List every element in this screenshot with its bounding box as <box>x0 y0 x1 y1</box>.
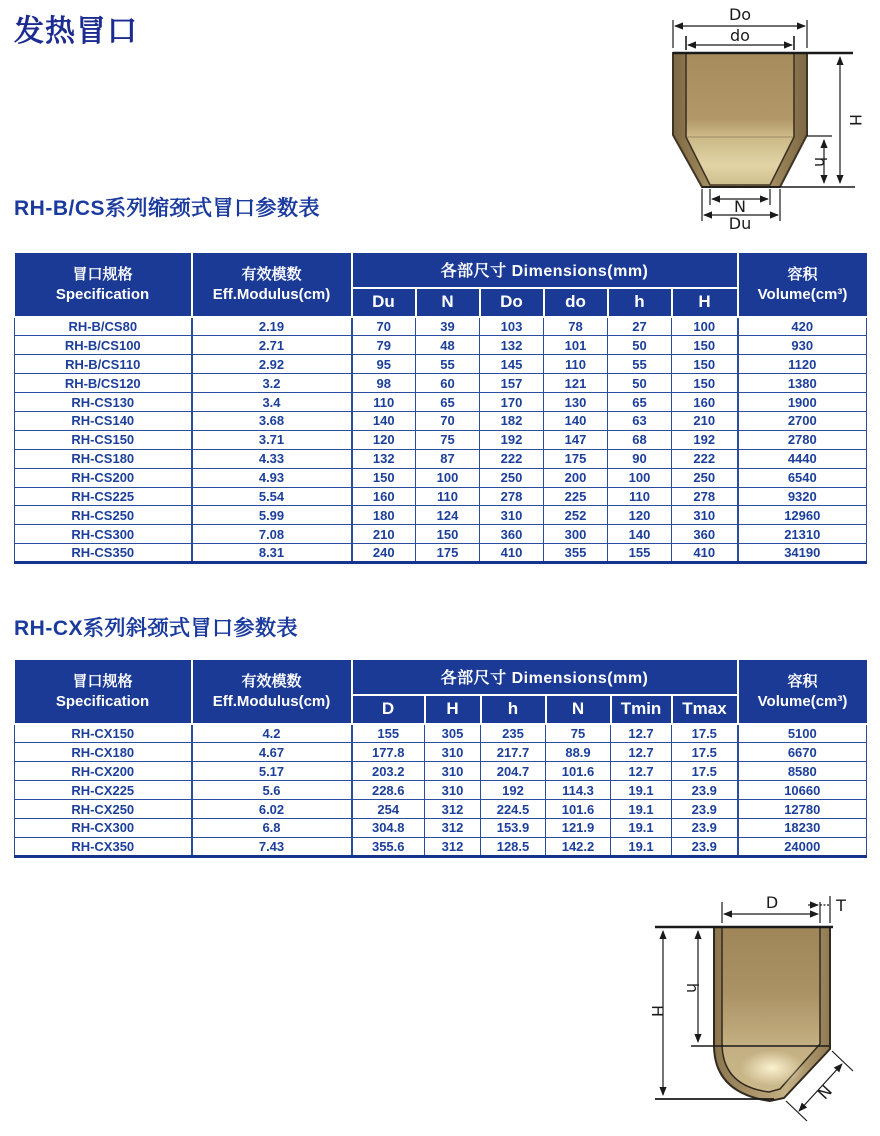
table-cell: 157 <box>480 374 544 393</box>
table-cell: 2700 <box>738 411 867 430</box>
table-cell: 2.71 <box>192 336 352 355</box>
table-cell: 250 <box>480 468 544 487</box>
col-volume-zh: 容积 <box>787 266 818 283</box>
riser-diagram-oblique-neck <box>622 880 876 1136</box>
table-cell: 203.2 <box>352 762 425 781</box>
col-dimensions-group: 各部尺寸 Dimensions(mm) <box>352 253 738 288</box>
table-cell: 110 <box>544 355 608 374</box>
col-dim-h: h <box>481 695 546 724</box>
table-row <box>15 800 867 819</box>
dim-label-N: N <box>734 197 746 216</box>
table-cell: 101.6 <box>546 800 611 819</box>
col-specification-en: Specification <box>55 285 150 303</box>
col-modulus-zh: 有效模数 <box>241 266 302 283</box>
table-cell: 300 <box>544 525 608 544</box>
table-cell: 2.92 <box>192 355 352 374</box>
table-cell: 420 <box>738 317 867 336</box>
table-cell: 3.4 <box>192 393 352 412</box>
table-cell: 210 <box>672 411 738 430</box>
dim-label-Du: Du <box>728 214 752 232</box>
table-cell: 100 <box>608 468 672 487</box>
table-cell: 6.8 <box>192 818 352 837</box>
table-row <box>15 430 867 449</box>
table-cell: 65 <box>608 393 672 412</box>
table-cell: 98 <box>352 374 416 393</box>
table-cell: 23.9 <box>672 781 738 800</box>
page-title: 发热冒口 <box>14 15 138 48</box>
table-cell: RH-CS250 <box>15 506 192 525</box>
table-row <box>15 525 867 544</box>
table-cell: 160 <box>672 393 738 412</box>
table-cell: 63 <box>608 411 672 430</box>
table-row <box>15 393 867 412</box>
table-cell: 140 <box>544 411 608 430</box>
table-cell: 34190 <box>738 544 867 563</box>
table-row <box>15 487 867 506</box>
table-cell: RH-B/CS80 <box>15 317 192 336</box>
table-cell: RH-B/CS110 <box>15 355 192 374</box>
table-cell: 121 <box>544 374 608 393</box>
table-cell: 310 <box>480 506 544 525</box>
table-cell: 8.31 <box>192 544 352 563</box>
col-specification <box>15 660 192 724</box>
col-specification-zh: 冒口规格 <box>72 673 133 690</box>
table-cell: 217.7 <box>481 743 546 762</box>
table-cell: 120 <box>608 506 672 525</box>
table-cell: 120 <box>352 430 416 449</box>
table-cell: 155 <box>352 724 425 743</box>
table-cell: 360 <box>672 525 738 544</box>
col-modulus-en: Eff.Modulus(cm) <box>212 285 331 303</box>
table-cell: 304.8 <box>352 818 425 837</box>
table-cell: 24000 <box>738 837 867 856</box>
table-cell: RH-B/CS120 <box>15 374 192 393</box>
table-cell: 4.2 <box>192 724 352 743</box>
table-cell: 5100 <box>738 724 867 743</box>
cx-series-table-body <box>15 724 867 856</box>
table-cell: 114.3 <box>546 781 611 800</box>
table-cell: 160 <box>352 487 416 506</box>
table-cell: 50 <box>608 336 672 355</box>
table-cell: 4440 <box>738 449 867 468</box>
table-cell: 192 <box>672 430 738 449</box>
col-modulus-en: Eff.Modulus(cm) <box>212 692 331 710</box>
table-cell: 101 <box>544 336 608 355</box>
dim-label-Do: Do <box>728 5 752 24</box>
table-cell: 12.7 <box>611 724 672 743</box>
table-cell: 150 <box>416 525 480 544</box>
table-cell: 65 <box>416 393 480 412</box>
col-dim-N: N <box>546 695 611 724</box>
table-cell: 55 <box>416 355 480 374</box>
table-row <box>15 837 867 856</box>
table-cell: 90 <box>608 449 672 468</box>
cs-series-table <box>14 253 867 564</box>
table-cell: 224.5 <box>481 800 546 819</box>
table-cell: 150 <box>672 355 738 374</box>
table-cell: 1120 <box>738 355 867 374</box>
table-cell: 130 <box>544 393 608 412</box>
table-cell: 68 <box>608 430 672 449</box>
table-cell: 155 <box>608 544 672 563</box>
table-cell: RH-CS180 <box>15 449 192 468</box>
table-cell: RH-CX250 <box>15 800 192 819</box>
table-cell: 210 <box>352 525 416 544</box>
table-cell: 8580 <box>738 762 867 781</box>
table-cell: 150 <box>672 336 738 355</box>
dim-label-D: D <box>765 893 779 912</box>
table-cell: RH-B/CS100 <box>15 336 192 355</box>
table-row <box>15 374 867 393</box>
table-cell: 21310 <box>738 525 867 544</box>
table-cell: 6670 <box>738 743 867 762</box>
col-dim-Do: Do <box>480 288 544 317</box>
table-cell: 101.6 <box>546 762 611 781</box>
table-cell: 170 <box>480 393 544 412</box>
table-cell: 228.6 <box>352 781 425 800</box>
dim-label-h: h <box>683 982 702 994</box>
col-dim-Tmax: Tmax <box>672 695 738 724</box>
table-cell: 121.9 <box>546 818 611 837</box>
table-cell: 9320 <box>738 487 867 506</box>
table-cell: 17.5 <box>672 762 738 781</box>
col-volume <box>738 660 867 724</box>
table-cell: 312 <box>425 837 481 856</box>
table-cell: 132 <box>352 449 416 468</box>
table-cell: 310 <box>425 781 481 800</box>
table-cell: RH-CX350 <box>15 837 192 856</box>
table-cell: 110 <box>608 487 672 506</box>
col-modulus <box>192 253 352 317</box>
table-cell: 305 <box>425 724 481 743</box>
col-volume-zh: 容积 <box>787 673 818 690</box>
table-cell: 192 <box>480 430 544 449</box>
table-cell: 150 <box>352 468 416 487</box>
table-cell: 1380 <box>738 374 867 393</box>
table-cell: 145 <box>480 355 544 374</box>
table-cell: 240 <box>352 544 416 563</box>
col-dim-H: H <box>672 288 738 317</box>
table-cell: 6.02 <box>192 800 352 819</box>
table-cell: RH-CS350 <box>15 544 192 563</box>
table-row <box>15 506 867 525</box>
table-row <box>15 411 867 430</box>
table-cell: 175 <box>544 449 608 468</box>
col-modulus <box>192 660 352 724</box>
table-cell: 50 <box>608 374 672 393</box>
table-cell: 7.43 <box>192 837 352 856</box>
table-cell: RH-CX225 <box>15 781 192 800</box>
table-cell: 19.1 <box>611 781 672 800</box>
table-cell: 254 <box>352 800 425 819</box>
col-dim-h: h <box>608 288 672 317</box>
table-cell: 124 <box>416 506 480 525</box>
table-cell: 4.33 <box>192 449 352 468</box>
table-cell: 7.08 <box>192 525 352 544</box>
table-cell: 225 <box>544 487 608 506</box>
table-cell: 4.67 <box>192 743 352 762</box>
table-cell: 55 <box>608 355 672 374</box>
table-cell: RH-CX300 <box>15 818 192 837</box>
table-cell: 204.7 <box>481 762 546 781</box>
table-cell: 177.8 <box>352 743 425 762</box>
table-cell: 5.54 <box>192 487 352 506</box>
table-cell: 310 <box>672 506 738 525</box>
table-cell: RH-CX150 <box>15 724 192 743</box>
table-cell: 12.7 <box>611 762 672 781</box>
table-cell: 147 <box>544 430 608 449</box>
table-cell: RH-CX200 <box>15 762 192 781</box>
table-cell: 10660 <box>738 781 867 800</box>
cs-series-table-body <box>15 317 867 563</box>
col-volume-en: Volume(cm³) <box>757 285 848 303</box>
table-row <box>15 355 867 374</box>
table-row <box>15 336 867 355</box>
col-dim-Tmin: Tmin <box>611 695 672 724</box>
table-cell: 70 <box>352 317 416 336</box>
table-cell: 200 <box>544 468 608 487</box>
table-row <box>15 743 867 762</box>
table-cell: 23.9 <box>672 818 738 837</box>
table-cell: 95 <box>352 355 416 374</box>
col-specification-en: Specification <box>55 692 150 710</box>
col-specification-zh: 冒口规格 <box>72 266 133 283</box>
col-dim-H: H <box>425 695 481 724</box>
table-cell: 182 <box>480 411 544 430</box>
table-cell: RH-CS300 <box>15 525 192 544</box>
table-cell: 5.99 <box>192 506 352 525</box>
table-cell: 180 <box>352 506 416 525</box>
table-cell: 5.17 <box>192 762 352 781</box>
table-cell: 100 <box>416 468 480 487</box>
table-cell: 175 <box>416 544 480 563</box>
table-cell: 410 <box>480 544 544 563</box>
table-cell: 410 <box>672 544 738 563</box>
table-cell: 192 <box>481 781 546 800</box>
table-row <box>15 468 867 487</box>
table-cell: 27 <box>608 317 672 336</box>
table-cell: 103 <box>480 317 544 336</box>
table-cell: 17.5 <box>672 743 738 762</box>
dim-label-H: H <box>846 113 865 127</box>
dim-label-T: T <box>836 896 846 915</box>
table-cell: 140 <box>352 411 416 430</box>
table-cell: 310 <box>425 743 481 762</box>
table-cell: 110 <box>352 393 416 412</box>
table-cell: 5.6 <box>192 781 352 800</box>
table-cell: RH-CS150 <box>15 430 192 449</box>
col-dim-do: do <box>544 288 608 317</box>
table-cell: 1900 <box>738 393 867 412</box>
table-cell: 128.5 <box>481 837 546 856</box>
table-cell: 88.9 <box>546 743 611 762</box>
table-cell: 222 <box>480 449 544 468</box>
table-cell: 23.9 <box>672 800 738 819</box>
table-cell: 150 <box>672 374 738 393</box>
table-cell: 4.93 <box>192 468 352 487</box>
table-cell: RH-CS225 <box>15 487 192 506</box>
table-cell: 2.19 <box>192 317 352 336</box>
table-cell: 252 <box>544 506 608 525</box>
table-cell: RH-CX180 <box>15 743 192 762</box>
col-dimensions-group: 各部尺寸 Dimensions(mm) <box>352 660 738 695</box>
table-cell: 140 <box>608 525 672 544</box>
section-heading-cs-series: RH-B/CS系列缩颈式冒口参数表 <box>14 197 320 220</box>
table-cell: 18230 <box>738 818 867 837</box>
table-row <box>15 818 867 837</box>
table-cell: 19.1 <box>611 818 672 837</box>
table-cell: 278 <box>480 487 544 506</box>
table-cell: RH-CS130 <box>15 393 192 412</box>
table-row <box>15 781 867 800</box>
table-cell: 235 <box>481 724 546 743</box>
col-volume <box>738 253 867 317</box>
table-row <box>15 544 867 563</box>
table-cell: 222 <box>672 449 738 468</box>
table-cell: 3.71 <box>192 430 352 449</box>
table-cell: 3.68 <box>192 411 352 430</box>
table-cell: 60 <box>416 374 480 393</box>
table-cell: 6540 <box>738 468 867 487</box>
riser-inner-cavity <box>686 53 794 185</box>
table-row <box>15 317 867 336</box>
table-cell: 312 <box>425 818 481 837</box>
table-cell: 930 <box>738 336 867 355</box>
table-cell: 250 <box>672 468 738 487</box>
table-cell: 312 <box>425 800 481 819</box>
table-row <box>15 762 867 781</box>
col-volume-en: Volume(cm³) <box>757 692 848 710</box>
table-cell: 310 <box>425 762 481 781</box>
table-cell: 75 <box>546 724 611 743</box>
table-cell: 79 <box>352 336 416 355</box>
table-cell: 3.2 <box>192 374 352 393</box>
table-cell: RH-CS140 <box>15 411 192 430</box>
col-modulus-zh: 有效模数 <box>241 673 302 690</box>
dim-label-do: do <box>730 26 750 45</box>
col-dim-N: N <box>416 288 480 317</box>
table-cell: 12960 <box>738 506 867 525</box>
table-cell: 110 <box>416 487 480 506</box>
table-cell: 78 <box>544 317 608 336</box>
table-cell: 87 <box>416 449 480 468</box>
cx-series-table <box>14 660 867 858</box>
table-row <box>15 449 867 468</box>
dim-label-H: H <box>648 1004 667 1018</box>
table-cell: 132 <box>480 336 544 355</box>
table-cell: 355.6 <box>352 837 425 856</box>
section-heading-cx-series: RH-CX系列斜颈式冒口参数表 <box>14 617 298 640</box>
table-cell: 360 <box>480 525 544 544</box>
table-cell: 278 <box>672 487 738 506</box>
table-row <box>15 724 867 743</box>
dim-label-N: N <box>813 1081 837 1104</box>
col-dim-Du: Du <box>352 288 416 317</box>
table-cell: 100 <box>672 317 738 336</box>
table-cell: 39 <box>416 317 480 336</box>
table-cell: 75 <box>416 430 480 449</box>
col-dim-D: D <box>352 695 425 724</box>
table-cell: RH-CS200 <box>15 468 192 487</box>
table-cell: 153.9 <box>481 818 546 837</box>
table-cell: 142.2 <box>546 837 611 856</box>
table-cell: 48 <box>416 336 480 355</box>
table-cell: 70 <box>416 411 480 430</box>
table-cell: 19.1 <box>611 800 672 819</box>
table-cell: 12780 <box>738 800 867 819</box>
table-cell: 17.5 <box>672 724 738 743</box>
table-cell: 12.7 <box>611 743 672 762</box>
riser-diagram-constricted-neck <box>640 0 880 232</box>
dim-label-h: h <box>811 156 830 168</box>
col-specification <box>15 253 192 317</box>
table-cell: 355 <box>544 544 608 563</box>
table-cell: 2780 <box>738 430 867 449</box>
table-cell: 23.9 <box>672 837 738 856</box>
table-cell: 19.1 <box>611 837 672 856</box>
